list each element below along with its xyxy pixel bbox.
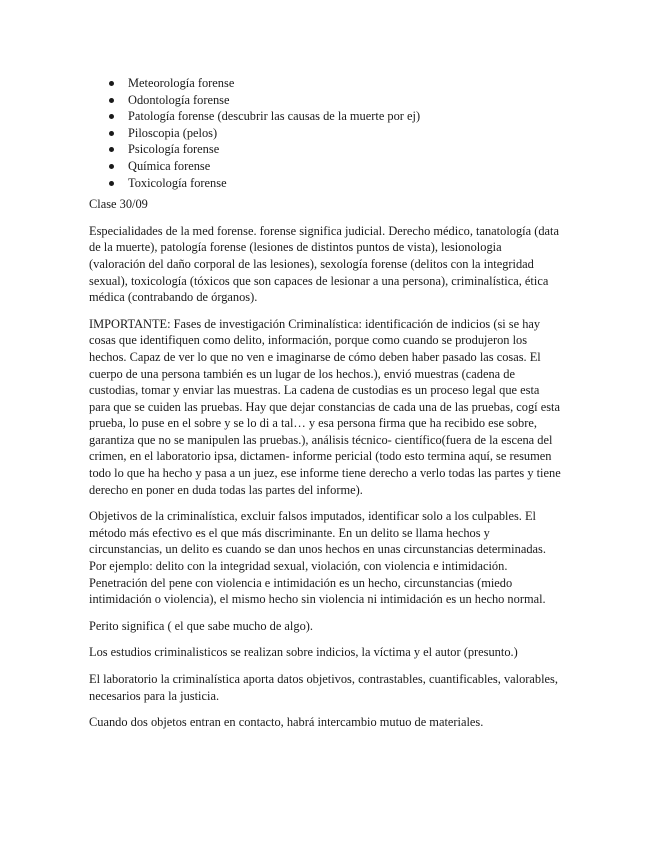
bullet-icon <box>109 147 114 152</box>
bullet-icon <box>109 164 114 169</box>
list-item-text: Odontología forense <box>128 92 230 107</box>
list-item-text: Patología forense (descubrir las causas de la muerte por ej) <box>128 109 421 124</box>
paragraph-laboratory: El laboratorio la criminalística aporta datos objetivos, contrastables, cuantificables, valorables, necesarios para la justicia. <box>89 672 558 703</box>
list-item <box>89 125 561 142</box>
list-item <box>89 175 561 192</box>
bullet-icon <box>109 81 114 86</box>
paragraph-exchange-principle: Cuando dos objetos entran en contacto, habrá intercambio mutuo de materiales. <box>89 715 484 730</box>
bullet-icon <box>109 114 114 119</box>
paragraph-specialties: Especialidades de la med forense. forense significa judicial. Derecho médico, tanatología (data de la muerte), patología forense (lesiones de distintos puntos de vista), lesionologia (valoración del daño corporal de las lesiones), sexología forense (delitos con la integridad sexual), toxicología (tóxicos que son capaces de lesionar a una persona), criminalística, ética médica (contrabando de órganos). <box>89 223 559 305</box>
bullet-icon <box>109 181 114 186</box>
list-item-text: Piloscopia (pelos) <box>128 125 218 140</box>
paragraph-objectives: Objetivos de la criminalística, excluir falsos imputados, identificar solo a los culpables. El método más efectivo es el que más discriminante. En un delito se llama hechos y circunstancias, un delito es cuando se dan unos hechos en unas circunstancias determinadas. Por ejemplo: delito con la integridad sexual, violación, con violencia e intimidación. Penetración del pene con violencia e intimidación es un hecho, circunstancias (miedo intimidación o violencia), el mismo hecho sin violencia ni intimidación es un hecho normal. <box>89 509 546 607</box>
list-item <box>89 75 561 92</box>
bullet-icon <box>109 98 114 103</box>
list-item-text: Química forense <box>128 158 211 173</box>
list-item-text: Psicología forense <box>128 142 220 157</box>
document-body <box>89 75 561 731</box>
list-item <box>89 92 561 109</box>
paragraph-perito: Perito significa ( el que sabe mucho de algo). <box>89 618 313 633</box>
class-date-heading: Clase 30/09 <box>89 197 148 212</box>
paragraph-studies: Los estudios criminalisticos se realizan sobre indicios, la víctima y el autor (presunto.) <box>89 645 518 660</box>
bullet-icon <box>109 131 114 136</box>
list-item-text: Meteorología forense <box>128 76 235 90</box>
forensic-specialties-list <box>89 75 561 191</box>
list-item <box>89 141 561 158</box>
list-item <box>89 158 561 175</box>
list-item-text: Toxicología forense <box>128 175 227 190</box>
paragraph-investigation-phases: IMPORTANTE: Fases de investigación Criminalística: identificación de indicios (si se hay cosas que identifiquen como delito, información, porque como cuando se produjeron los hechos. Capaz de ver lo que no ven e imaginarse de cómo deben haber pasado las cosas. El cuerpo de una persona también es un lugar de los hechos.), envió muestras (cadena de custodias, tomar y enviar las muestras. La cadena de custodias es un proceso legal que esta para que se cuiden las pruebas. Hay que dejar constancias de cada una de las pruebas, cogí esta prueba, lo puse en el sobre y se lo di a tal… y esa persona firma que ha recibido ese sobre, garantiza que no se manipulen las pruebas.), análisis técnico- científico(fuera de la escena del crimen, en el laboratorio ipsa, dictamen- informe pericial (todo esto termina aquí, se resumen todo lo que ha hecho y pasa a un juez, ese informe tiene derecho a verlo todas las partes y tiene derecho en poner en duda todas las partes del informe). <box>89 316 561 497</box>
list-item <box>89 108 561 125</box>
